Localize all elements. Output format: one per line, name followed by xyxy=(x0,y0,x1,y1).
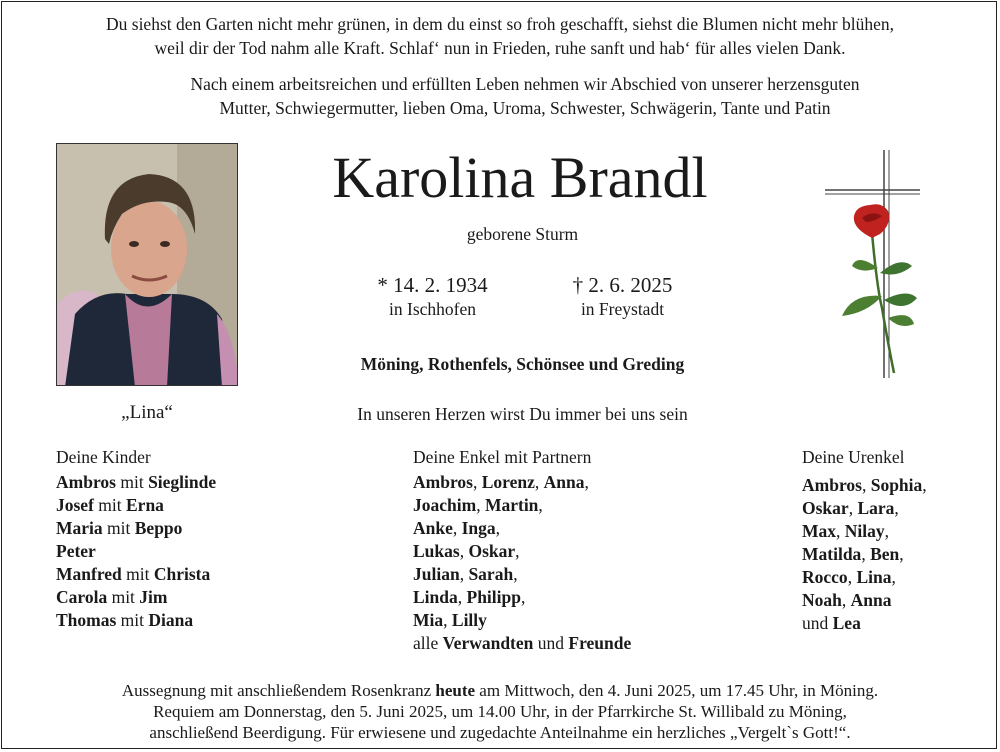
name-text: Noah xyxy=(802,590,842,610)
name-text: Joachim xyxy=(413,495,477,515)
list-item xyxy=(56,494,376,517)
connector-text: , xyxy=(534,472,544,492)
name-text: Anke xyxy=(413,518,453,538)
connector-text: mit xyxy=(121,564,154,584)
list-item xyxy=(413,494,773,517)
birth-info xyxy=(360,272,505,320)
maiden-name: geborene Sturm xyxy=(466,224,579,244)
name-text: Peter xyxy=(56,541,96,561)
connector-text: , xyxy=(861,475,871,495)
connector-text: am Mittwoch, den 4. Juni 2025, um 17.45 Uhr, in Möning. xyxy=(475,681,879,700)
list-item xyxy=(413,563,773,586)
connector-text: , xyxy=(515,541,520,561)
name-text: Martin xyxy=(484,495,539,515)
great-grandchildren-list xyxy=(802,474,992,635)
birth-date: * 14. 2. 1934 xyxy=(377,273,488,297)
portrait-illustration xyxy=(57,144,238,386)
list-item xyxy=(413,609,773,632)
great-grandchildren-column xyxy=(802,446,992,635)
list-item xyxy=(802,589,992,612)
death-info xyxy=(550,272,695,320)
grandchildren-list xyxy=(413,471,773,655)
name-text: Lina xyxy=(856,567,892,587)
list-item xyxy=(413,586,773,609)
connector-text: , xyxy=(513,564,518,584)
connector-text: , xyxy=(452,518,462,538)
connector-text: mit xyxy=(116,610,149,630)
connector-text: , xyxy=(922,475,927,495)
nickname: „Lina“ xyxy=(121,402,173,423)
connector-text: , xyxy=(894,498,899,518)
name-text: Inga xyxy=(461,518,496,538)
service-info xyxy=(0,680,1000,743)
connector-text: und xyxy=(802,613,833,633)
list-item xyxy=(413,471,773,494)
connector-text: Requiem am Donnerstag, den 5. Juni 2025, um 14.00 Uhr, in der Pfarrkirche St. Willibald zu Möning, xyxy=(153,702,847,721)
list-item xyxy=(0,680,1000,701)
name-text: Mia xyxy=(413,610,444,630)
name-text: Matilda xyxy=(802,544,862,564)
grandchildren-column xyxy=(413,446,773,655)
deceased-name: Karolina Brandl xyxy=(332,145,708,210)
name-text: Sieglinde xyxy=(148,472,217,492)
name-text: Lara xyxy=(857,498,895,518)
grandchildren-title: Deine Enkel mit Partnern xyxy=(413,447,592,467)
death-date: † 2. 6. 2025 xyxy=(572,273,673,297)
motto: In unseren Herzen wirst Du immer bei uns sein xyxy=(357,404,688,424)
name-text: Maria xyxy=(56,518,103,538)
name-text: Manfred xyxy=(56,564,122,584)
name-text: Josef xyxy=(56,495,94,515)
connector-text: , xyxy=(847,567,857,587)
intro-line: Mutter, Schwiegermutter, lieben Oma, Uroma, Schwester, Schwägerin, Tante und Patin xyxy=(219,98,831,118)
connector-text: , xyxy=(472,472,482,492)
name-text: Sophia xyxy=(870,475,923,495)
name-text: Lukas xyxy=(413,541,460,561)
connector-text: , xyxy=(899,544,904,564)
portrait-photo xyxy=(56,143,238,386)
name-text: Christa xyxy=(153,564,211,584)
connector-text: , xyxy=(495,518,501,538)
connector-text: , xyxy=(457,587,467,607)
list-item xyxy=(413,540,773,563)
name-text: heute xyxy=(435,681,476,700)
connector-text: , xyxy=(848,498,858,518)
name-text: Nilay xyxy=(844,521,885,541)
connector-text: und xyxy=(533,633,569,653)
verse-line: Du siehst den Garten nicht mehr grünen, in dem du einst so froh geschafft, siehst die Blumen nicht mehr blühen, xyxy=(106,14,894,34)
list-item xyxy=(56,609,376,632)
list-item xyxy=(802,612,992,635)
list-item xyxy=(802,474,992,497)
list-item xyxy=(0,701,1000,722)
name-text: Anna xyxy=(543,472,585,492)
name-text: Oskar xyxy=(468,541,516,561)
connector-text: , xyxy=(459,541,469,561)
connector-text: mit xyxy=(93,495,126,515)
name-text: Julian xyxy=(413,564,460,584)
great-grandchildren-title: Deine Urenkel xyxy=(802,447,905,467)
verse-line: weil dir der Tod nahm alle Kraft. Schlaf‘ nun in Frieden, ruhe sanft und hab‘ für alles vielen Dank. xyxy=(154,38,846,58)
death-place: in Freystadt xyxy=(580,299,665,319)
connector-text: , xyxy=(861,544,871,564)
name-text: Rocco xyxy=(802,567,848,587)
connector-text: , xyxy=(520,587,526,607)
name-text: Linda xyxy=(413,587,458,607)
list-item xyxy=(802,520,992,543)
verse xyxy=(0,12,1000,60)
children-title: Deine Kinder xyxy=(56,447,151,467)
connector-text: , xyxy=(459,564,469,584)
list-item xyxy=(802,566,992,589)
name-text: Lea xyxy=(832,613,861,633)
name-text: Jim xyxy=(139,587,168,607)
children-column xyxy=(56,446,376,632)
name-text: Oskar xyxy=(802,498,849,518)
connector-text: mit xyxy=(107,587,140,607)
connector-text: , xyxy=(584,472,589,492)
list-item xyxy=(56,586,376,609)
list-item xyxy=(413,632,773,655)
name-text: Anna xyxy=(850,590,892,610)
name-text: Beppo xyxy=(134,518,183,538)
family-places: Möning, Rothenfels, Schönsee und Greding xyxy=(360,354,685,374)
name-text: Diana xyxy=(148,610,194,630)
connector-text: , xyxy=(891,567,896,587)
name-text: Max xyxy=(802,521,837,541)
connector-text: anschließend Beerdigung. Für erwiesene und zugedachte Anteilnahme ein herzliches „Vergelt`s Gott!“. xyxy=(149,723,851,742)
intro-line: Nach einem arbeitsreichen und erfüllten Leben nehmen wir Abschied von unserer herzensguten xyxy=(190,74,860,94)
name-text: Ambros xyxy=(413,472,473,492)
name-text: Philipp xyxy=(466,587,521,607)
connector-text: Aussegnung mit anschließendem Rosenkranz xyxy=(121,681,436,700)
children-list xyxy=(56,471,376,632)
connector-text: , xyxy=(538,495,543,515)
name-text: Carola xyxy=(56,587,108,607)
name-text: Ambros xyxy=(56,472,116,492)
list-item xyxy=(56,540,376,563)
list-item xyxy=(802,497,992,520)
intro-text xyxy=(0,72,1000,120)
connector-text: , xyxy=(841,590,851,610)
connector-text: , xyxy=(443,610,452,630)
name-text: Lilly xyxy=(451,610,487,630)
list-item xyxy=(56,471,376,494)
connector-text: , xyxy=(884,521,890,541)
list-item xyxy=(56,563,376,586)
name-text: Ben xyxy=(870,544,900,564)
birth-place: in Ischhofen xyxy=(389,299,476,319)
list-item xyxy=(0,722,1000,743)
name-text: Thomas xyxy=(56,610,117,630)
cross-and-rose-icon xyxy=(822,148,922,380)
connector-text: , xyxy=(836,521,845,541)
connector-text: alle xyxy=(413,633,443,653)
name-text: Sarah xyxy=(468,564,514,584)
connector-text: mit xyxy=(115,472,149,492)
name-text: Freunde xyxy=(568,633,632,653)
list-item xyxy=(413,517,773,540)
list-item xyxy=(802,543,992,566)
connector-text: mit xyxy=(102,518,135,538)
list-item xyxy=(56,517,376,540)
name-text: Erna xyxy=(126,495,164,515)
name-text: Lorenz xyxy=(481,472,535,492)
name-text: Ambros xyxy=(802,475,862,495)
connector-text: , xyxy=(476,495,485,515)
name-text: Verwandten xyxy=(442,633,534,653)
